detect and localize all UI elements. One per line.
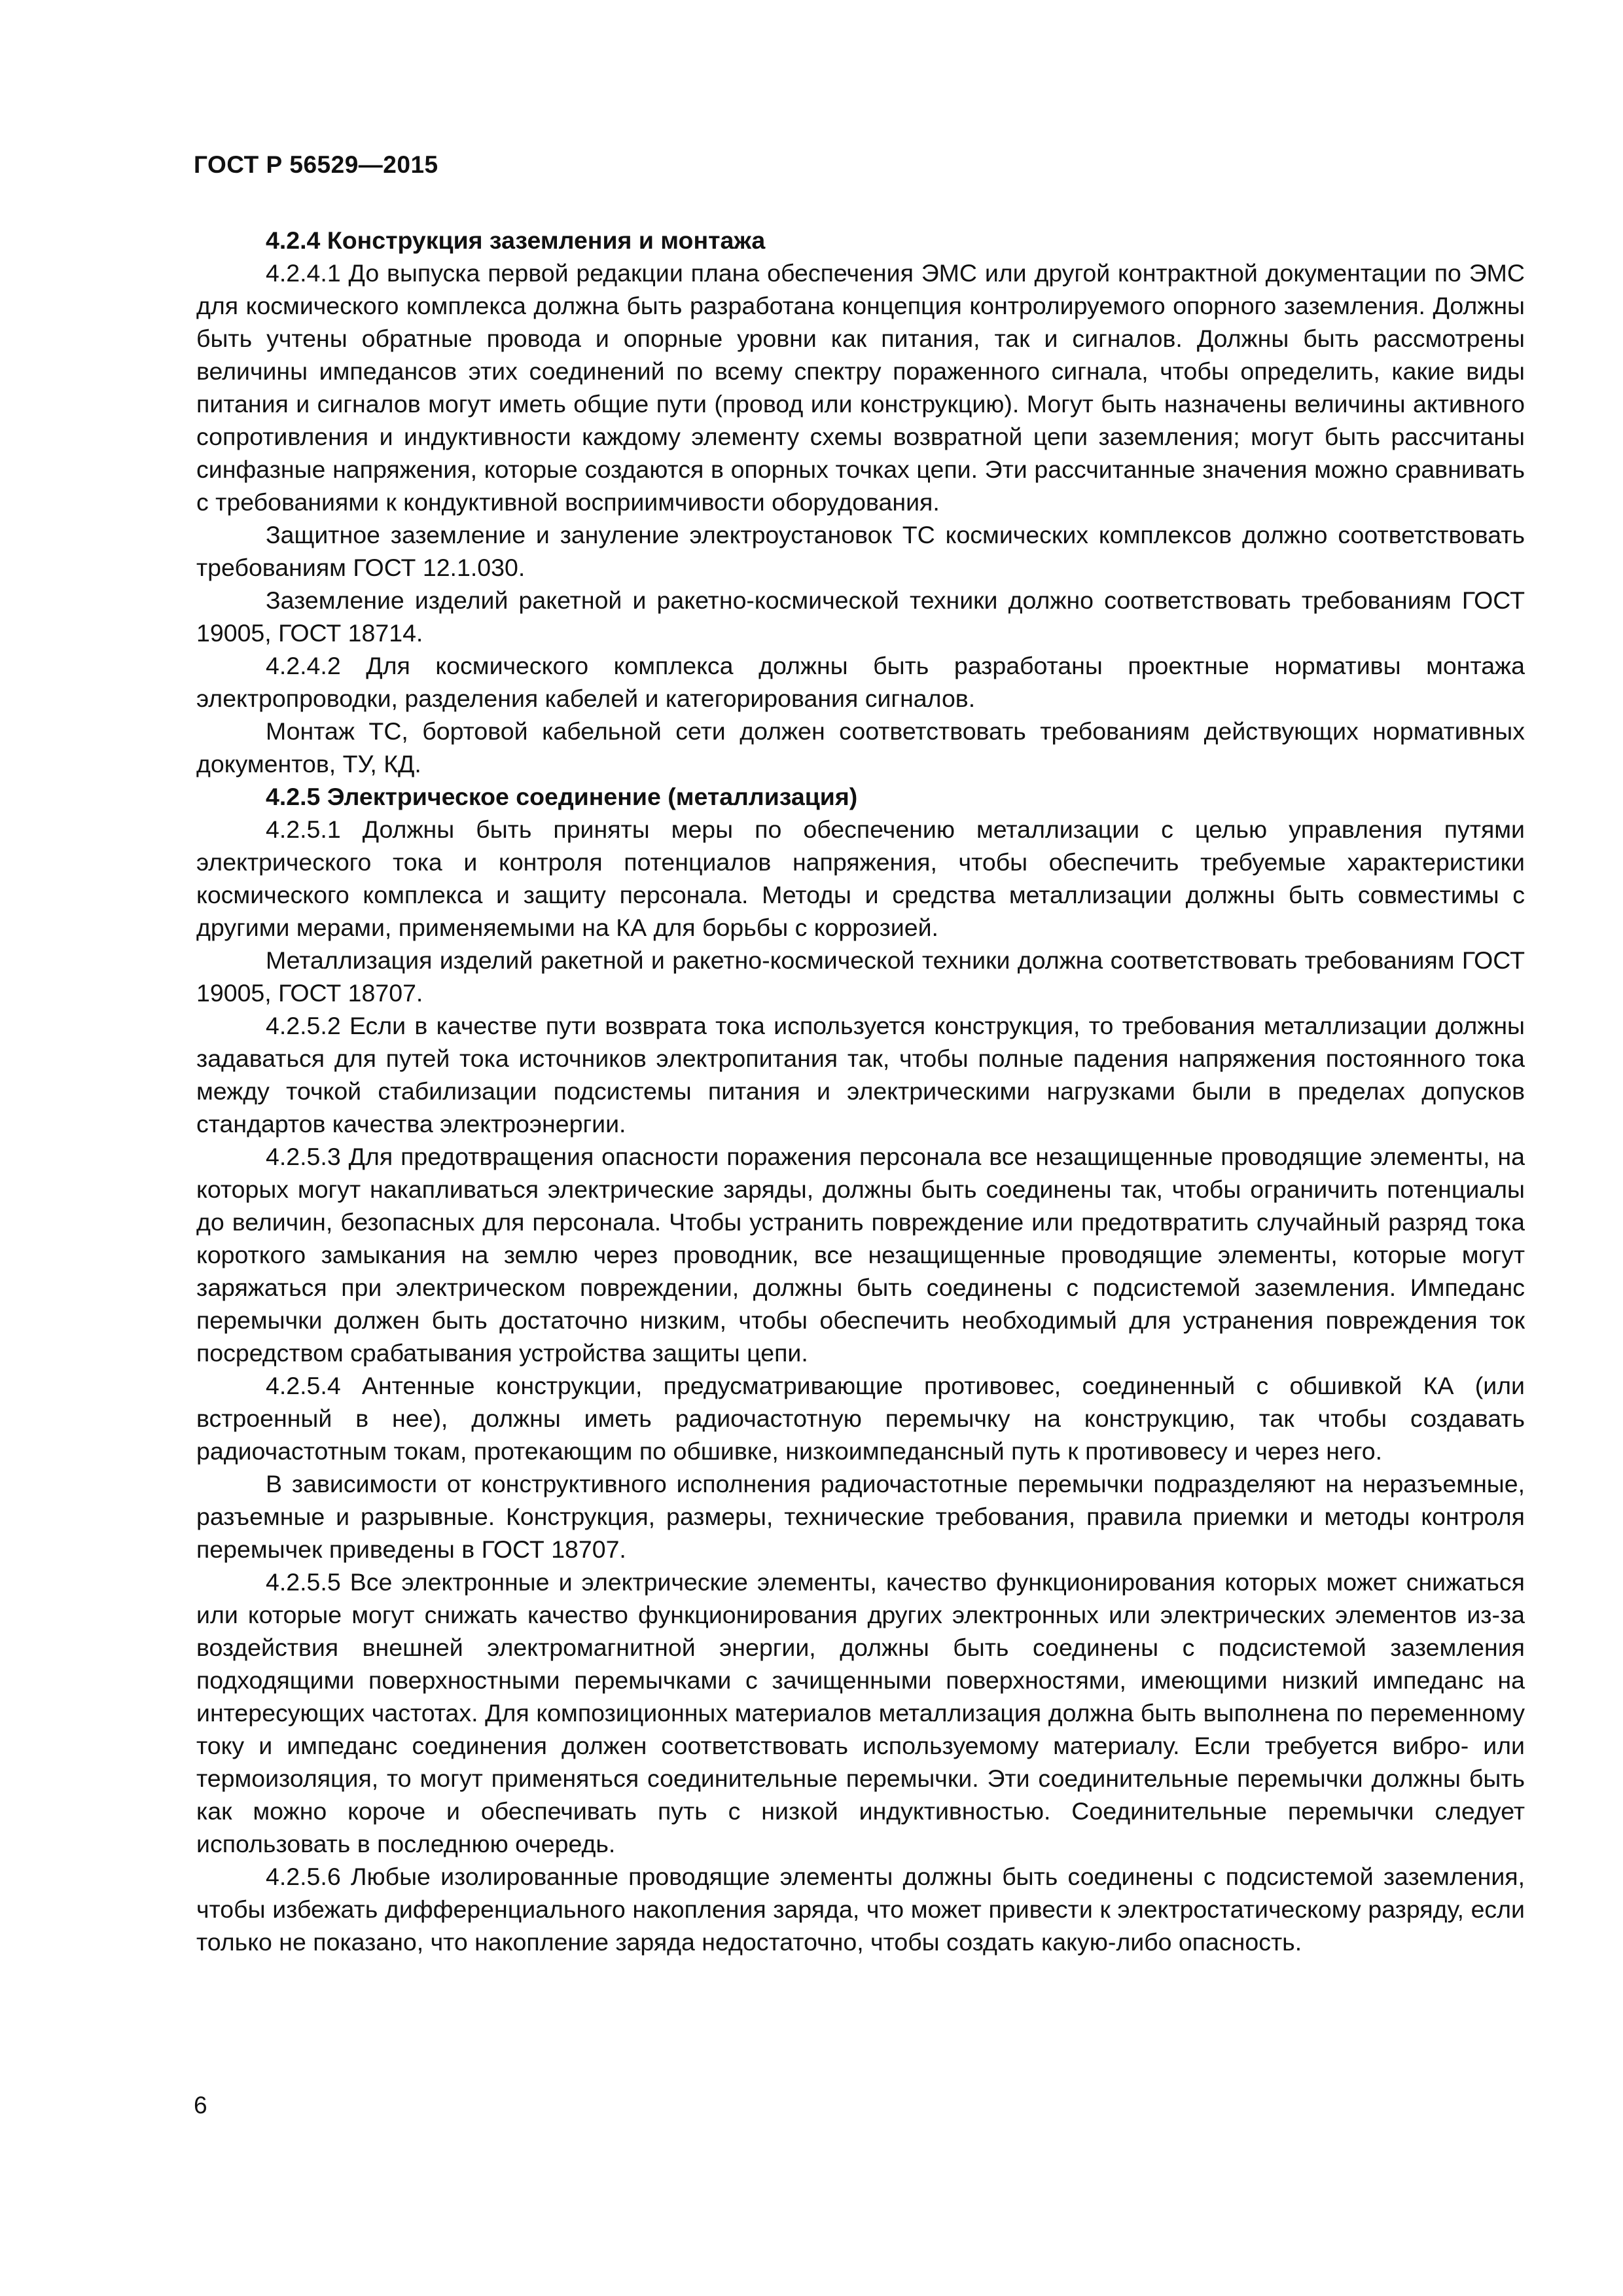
paragraph-4-2-4-1: 4.2.4.1 До выпуска первой редакции плана обеспечения ЭМС или другой контрактной документации по ЭМС для космического комплекса должна быть разработана концепция контролируемого опорного заземления. Должны быть учтены обратные провода и опорные уровни как питания, так и сигналов. Должны быть рассмотрены величины импедансов этих соединений по всему спектру пораженного сигнала, чтобы определить, какие виды питания и сигналов могут иметь общие пути (провод или конструкцию). Могут быть назначены величины активного сопротивления и индуктивности каждому элементу схемы возвратной цепи заземления; могут быть рассчитаны синфазные напряжения, которые создаются в опорных точках цепи. Эти рассчитанные значения можно сравнивать с требованиями к кондуктивной восприимчивости оборудования.: [196, 259, 1525, 516]
paragraph-4-2-5-1: 4.2.5.1 Должны быть приняты меры по обеспечению металлизации с целью управления путями электрического тока и контроля потенциалов напряжения, чтобы обеспечить требуемые характеристики космического комплекса и защиту персонала. Методы и средства металлизации должны быть совместимы с другими мерами, применяемыми на КА для борьбы с коррозией.: [196, 816, 1525, 941]
paragraph-4-2-5-2: 4.2.5.2 Если в качестве пути возврата тока используется конструкция, то требования металлизации должны задаваться для путей тока источников электропитания так, чтобы полные падения напряжения постоянного тока между точкой стабилизации подсистемы питания и электрическими нагрузками были в пределах допусков стандартов качества электроэнергии.: [196, 1012, 1525, 1138]
document-body: [196, 224, 1525, 1958]
paragraph-4-2-4-2: 4.2.4.2 Для космического комплекса должны быть разработаны проектные нормативы монтажа электропроводки, разделения кабелей и категорирования сигналов.: [196, 652, 1525, 712]
paragraph-metallization-requirements: Металлизация изделий ракетной и ракетно-космической техники должна соответствовать требованиям ГОСТ 19005, ГОСТ 18707.: [196, 946, 1525, 1007]
paragraph-protective-grounding: Защитное заземление и зануление электроустановок ТС космических комплексов должно соответствовать требованиям ГОСТ 12.1.030.: [196, 521, 1525, 581]
paragraph-rf-jumpers: В зависимости от конструктивного исполнения радиочастотные перемычки подразделяют на неразъемные, разъемные и разрывные. Конструкция, размеры, технические требования, правила приемки и методы контроля перемычек приведены в ГОСТ 18707.: [196, 1470, 1525, 1563]
section-heading-4-2-5: 4.2.5 Электрическое соединение (металлизация): [266, 783, 858, 810]
paragraph-4-2-5-6: 4.2.5.6 Любые изолированные проводящие элементы должны быть соединены с подсистемой заземления, чтобы избежать дифференциального накопления заряда, что может привести к электростатическому разряду, если только не показано, что накопление заряда недостаточно, чтобы создать какую-либо опасность.: [196, 1863, 1525, 1956]
paragraph-rocket-grounding: Заземление изделий ракетной и ракетно-космической техники должно соответствовать требованиям ГОСТ 19005, ГОСТ 18714.: [196, 586, 1525, 647]
document-code: ГОСТ Р 56529—2015: [194, 151, 438, 178]
section-heading-4-2-4: 4.2.4 Конструкция заземления и монтажа: [266, 226, 766, 254]
paragraph-4-2-5-5: 4.2.5.5 Все электронные и электрические элементы, качество функционирования которых может снижаться или которые могут снижать качество функционирования других электронных или электрических элементов из-за воздействия внешней электромагнитной энергии, должны быть соединены с подсистемой заземления подходящими поверхностными перемычками с зачищенными поверхностями, имеющими низкий импеданс на интересующих частотах. Для композиционных материалов металлизация должна быть выполнена по переменному току и импеданс соединения должен соответствовать используемому материалу. Если требуется вибро- или термоизоляция, то могут применяться соединительные перемычки. Эти соединительные перемычки должны быть как можно короче и обеспечивать путь с низкой индуктивностью. Соединительные перемычки следует использовать в последнюю очередь.: [196, 1568, 1525, 1857]
page-number: 6: [194, 2092, 207, 2119]
paragraph-4-2-5-4: 4.2.5.4 Антенные конструкции, предусматривающие противовес, соединенный с обшивкой КА (или встроенный в нее), должны иметь радиочастотную перемычку на конструкцию, так чтобы создавать радиочастотным токам, протекающим по обшивке, низкоимпедансный путь к противовесу и через него.: [196, 1372, 1525, 1465]
paragraph-installation: Монтаж ТС, бортовой кабельной сети должен соответствовать требованиям действующих нормативных документов, ТУ, КД.: [196, 717, 1525, 778]
paragraph-4-2-5-3: 4.2.5.3 Для предотвращения опасности поражения персонала все незащищенные проводящие элементы, на которых могут накапливаться электрические заряды, должны быть соединены так, чтобы ограничить потенциалы до величин, безопасных для персонала. Чтобы устранить повреждение или предотвратить случайный разряд тока короткого замыкания на землю через проводник, все незащищенные проводящие элементы, которые могут заряжаться при электрическом повреждении, должны быть соединены с подсистемой заземления. Импеданс перемычки должен быть достаточно низким, чтобы обеспечить необходимый для устранения повреждения ток посредством срабатывания устройства защиты цепи.: [196, 1143, 1525, 1367]
